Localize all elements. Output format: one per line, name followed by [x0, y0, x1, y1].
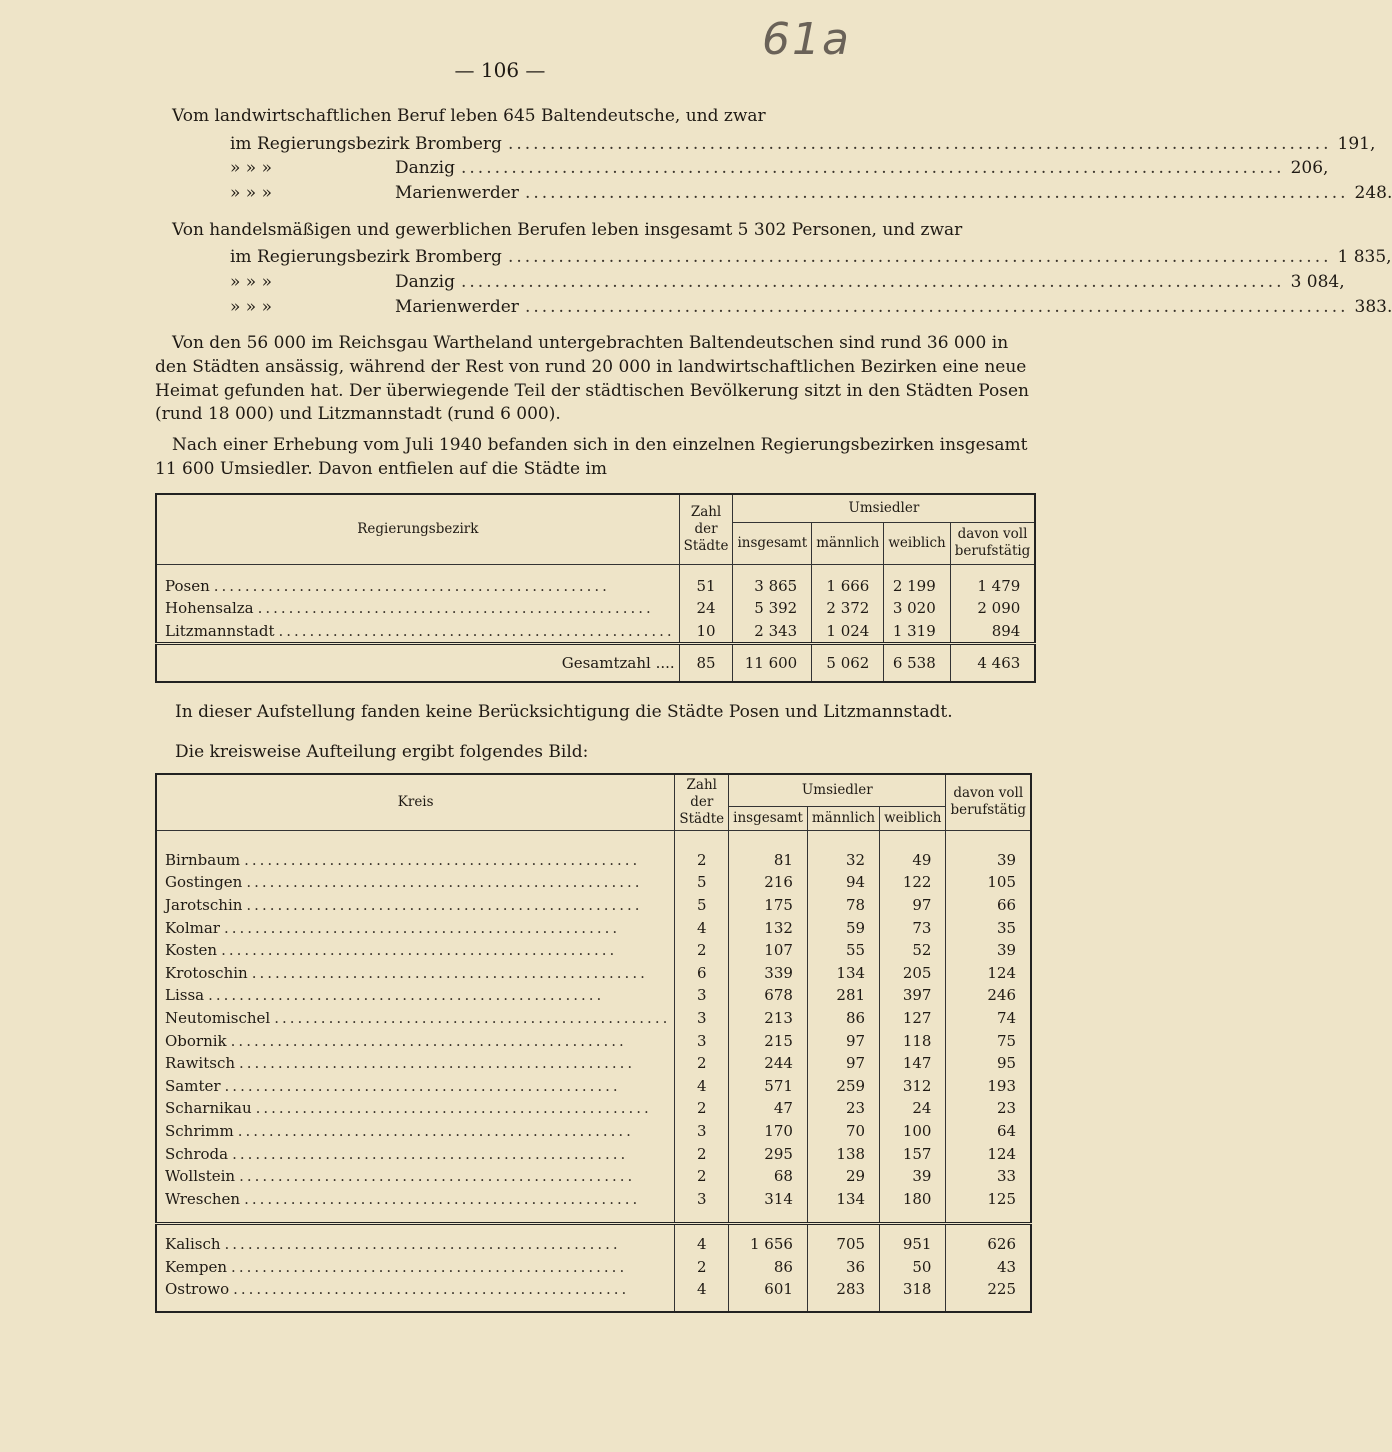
table-row: Kempen ................................................... 2 86 36 50 43 — [156, 1256, 1031, 1279]
table-row: Krotoschin ................................................... 6 339 134 205 124 — [156, 961, 1031, 984]
table-row: Gostingen ................................................... 5 216 94 122 105 — [156, 871, 1031, 894]
header-total: insgesamt — [733, 522, 812, 564]
table-row: Kalisch ................................................... 4 1 656 705 951 626 — [156, 1224, 1031, 1256]
table-districts — [155, 773, 1032, 1313]
table-row: Schroda ................................................... 2 295 138 157 124 — [156, 1142, 1031, 1165]
para1-intro: Vom landwirtschaftlichen Beruf leben 645 Baltendeutsche, und zwar — [172, 106, 766, 126]
header-city-count: Zahl der Städte — [679, 494, 733, 564]
header-female: weiblich — [884, 522, 950, 564]
table-row: Jarotschin ................................................... 5 175 78 97 66 — [156, 894, 1031, 917]
header-city-count: Zahl der Städte — [675, 774, 729, 830]
para1-item: » » » Marienwerder .................................................................................................. 248. — [230, 183, 1392, 203]
para3-line: (rund 18 000) und Litzmannstadt (rund 6 000). — [155, 404, 561, 424]
para4-line: Nach einer Erhebung vom Juli 1940 befanden sich in den einzelnen Regierungsbezirken insgesamt — [172, 435, 1028, 455]
para1-item: im Regierungsbezirk Bromberg .................................................................................................. 191, — [230, 134, 1376, 154]
table-row: Samter ................................................... 4 571 259 312 193 — [156, 1074, 1031, 1097]
table-row: Litzmannstadt ................................................... 10 2 343 1 024 1 319 894 — [156, 620, 1035, 644]
note-excluded-cities: In dieser Aufstellung fanden keine Berücksichtigung die Städte Posen und Litzmannstadt. — [175, 702, 953, 722]
table-row: Hohensalza ................................................... 24 5 392 2 372 3 020 2 090 — [156, 597, 1035, 620]
table-row: Neutomischel ................................................... 3 213 86 127 74 — [156, 1007, 1031, 1030]
table-total-row: Gesamtzahl .... 85 11 600 5 062 6 538 4 463 — [156, 644, 1035, 683]
header-region: Regierungsbezirk — [156, 494, 679, 564]
table-row: Posen ................................................... 51 3 865 1 666 2 199 1 479 — [156, 575, 1035, 598]
para2-intro: Von handelsmäßigen und gewerblichen Berufen leben insgesamt 5 302 Personen, und zwar — [172, 220, 963, 240]
para1-item: » » » Danzig .................................................................................................. 206, — [230, 158, 1329, 178]
header-male: männlich — [812, 522, 884, 564]
header-settlers: Umsiedler — [729, 774, 946, 806]
page-number: — 106 — — [454, 58, 546, 82]
para4-line: 11 600 Umsiedler. Davon entfielen auf die Städte im — [155, 459, 607, 479]
table-row: Schrimm ................................................... 3 170 70 100 64 — [156, 1120, 1031, 1143]
archive-mark: 61a — [762, 14, 851, 65]
table-row: Obornik ................................................... 3 215 97 118 75 — [156, 1029, 1031, 1052]
table-row: Kolmar ................................................... 4 132 59 73 35 — [156, 916, 1031, 939]
header-employed: davon voll berufstätig — [946, 774, 1031, 830]
table-row: Wreschen ................................................... 3 314 134 180 125 — [156, 1187, 1031, 1210]
header-employed: davon voll berufstätig — [950, 522, 1035, 564]
table-row: Wollstein ................................................... 2 68 29 39 33 — [156, 1165, 1031, 1188]
header-female: weiblich — [880, 806, 946, 830]
header-male: männlich — [807, 806, 879, 830]
header-settlers: Umsiedler — [733, 494, 1035, 522]
table-districts-body — [156, 849, 1031, 1211]
para3-line: den Städten ansässig, während der Rest von rund 20 000 in landwirtschaftlichen Bezirken eine neue — [155, 357, 1027, 377]
para3-line: Heimat gefunden hat. Der überwiegende Teil der städtischen Bevölkerung sitzt in den Städten Posen — [155, 381, 1029, 401]
table-row: Lissa ................................................... 3 678 281 397 246 — [156, 984, 1031, 1007]
table-row: Scharnikau ................................................... 2 47 23 24 23 — [156, 1097, 1031, 1120]
header-total: insgesamt — [729, 806, 808, 830]
table-row: Ostrowo ................................................... 4 601 283 318 225 — [156, 1278, 1031, 1301]
para2-item: » » » Marienwerder .................................................................................................. 383. — [230, 297, 1392, 317]
table-row: Birnbaum ................................................... 2 81 32 49 39 — [156, 849, 1031, 872]
table-regions — [155, 493, 1036, 683]
para3-line: Von den 56 000 im Reichsgau Wartheland untergebrachten Baltendeutschen sind rund 36 000 in — [172, 333, 1009, 353]
para2-item: im Regierungsbezirk Bromberg .................................................................................................. 1 835, — [230, 247, 1392, 267]
table-row: Kosten ................................................... 2 107 55 52 39 — [156, 939, 1031, 962]
para2-item: » » » Danzig .................................................................................................. 3 084, — [230, 272, 1345, 292]
header-district: Kreis — [156, 774, 675, 830]
table-districts-body-2 — [156, 1224, 1031, 1301]
table-row: Rawitsch ................................................... 2 244 97 147 95 — [156, 1052, 1031, 1075]
note-district-breakdown: Die kreisweise Aufteilung ergibt folgendes Bild: — [175, 742, 589, 762]
